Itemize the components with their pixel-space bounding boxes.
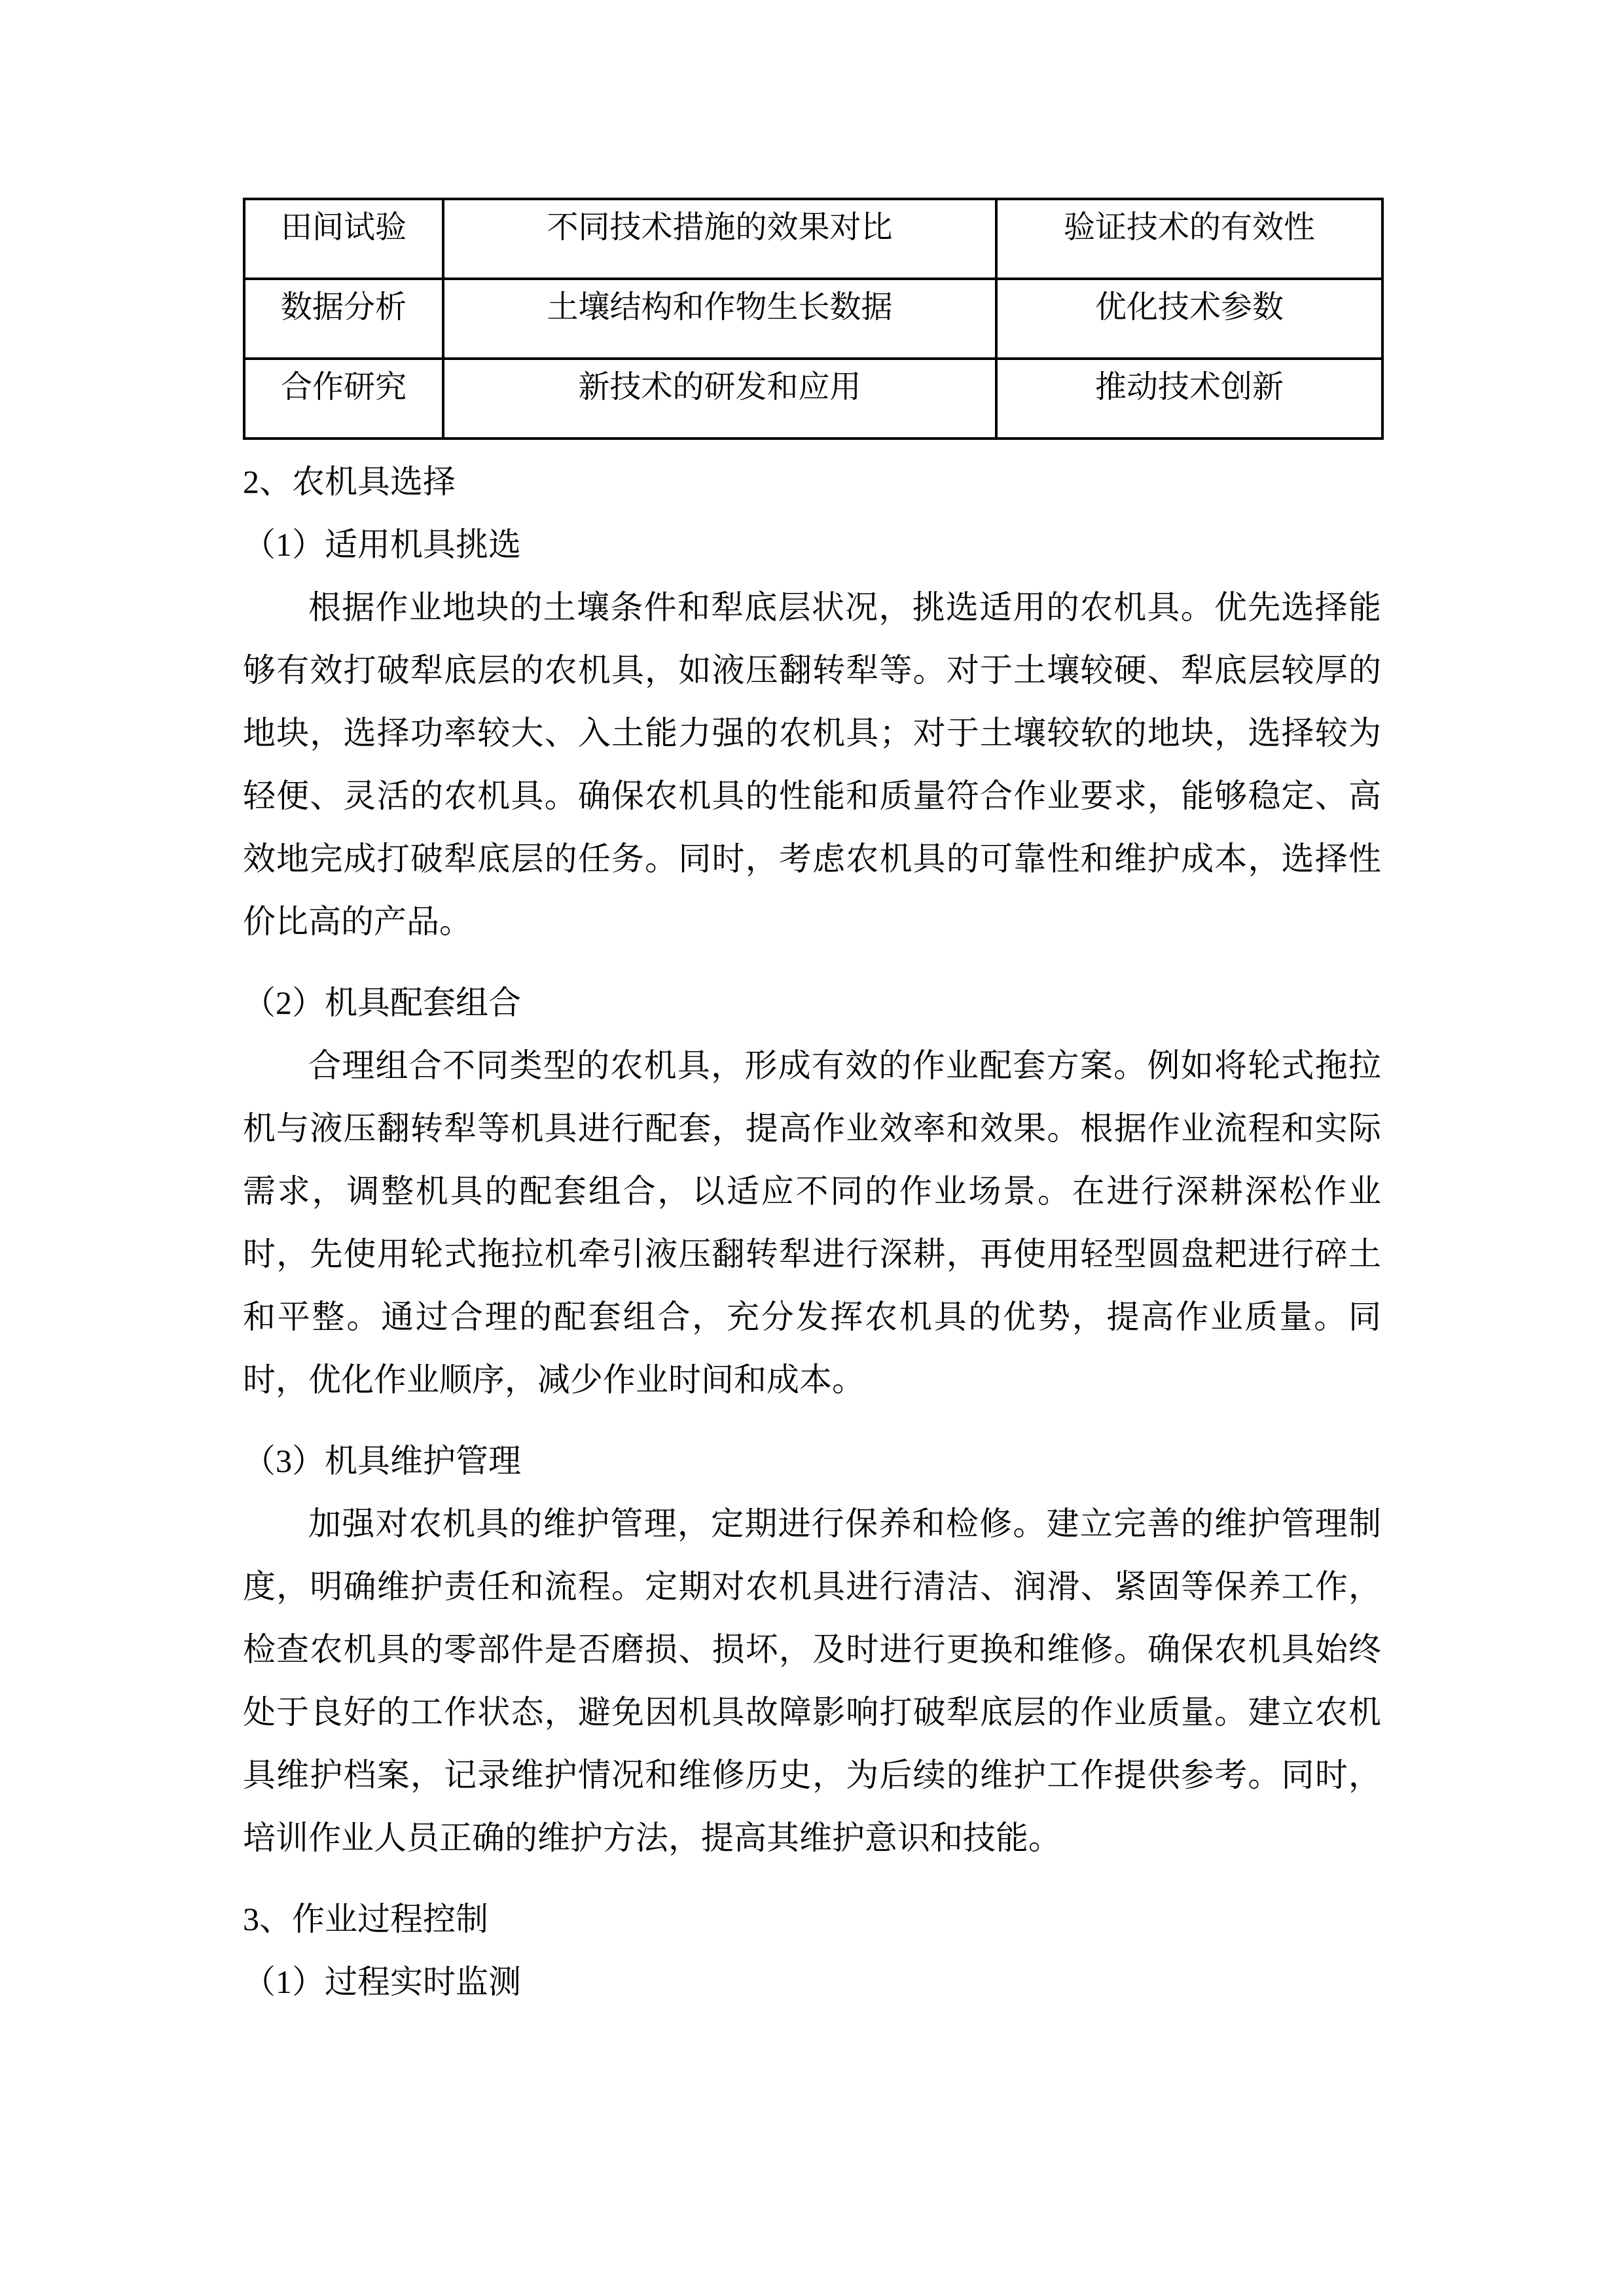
table-cell: 不同技术措施的效果对比 — [443, 199, 996, 279]
text-body — [243, 450, 1381, 2013]
table-cell: 数据分析 — [244, 279, 443, 359]
subsection-heading: （2）机具配套组合 — [243, 984, 521, 1021]
table-row — [244, 199, 1382, 279]
subsection-heading: （1）适用机具挑选 — [243, 526, 521, 563]
content-paragraph: 加强对农机具的维护管理，定期进行保养和检修。建立完善的维护管理制度，明确维护责任和流程。定期对农机具进行清洁、润滑、紧固等保养工作，检查农机具的零部件是否磨损、损坏，及时进行更换和维修。确保农机具始终处于良好的工作状态，避免因机具故障影响打破犁底层的作业质量。建立农机具维护档案，记录维护情况和维修历史，为后续的维护工作提供参考。同时，培训作业人员正确的维护方法，提高其维护意识和技能。 — [243, 1505, 1381, 1856]
table-cell: 新技术的研发和应用 — [443, 359, 996, 439]
table-cell: 田间试验 — [244, 199, 443, 279]
section-heading: 3、作业过程控制 — [243, 1901, 488, 1937]
subsection-heading: （3）机具维护管理 — [243, 1443, 521, 1479]
table-cell: 推动技术创新 — [996, 359, 1382, 439]
content-paragraph: 合理组合不同类型的农机具，形成有效的作业配套方案。例如将轮式拖拉机与液压翻转犁等机具进行配套，提高作业效率和效果。根据作业流程和实际需求，调整机具的配套组合，以适应不同的作业场景。在进行深耕深松作业时，先使用轮式拖拉机牵引液压翻转犁进行深耕，再使用轻型圆盘耙进行碎土和平整。通过合理的配套组合，充分发挥农机具的优势，提高作业质量。同时，优化作业顺序，减少作业时间和成本。 — [243, 1047, 1381, 1398]
section-heading: 2、农机具选择 — [243, 463, 456, 500]
table-row — [244, 279, 1382, 359]
content-area — [243, 198, 1381, 2013]
table-cell: 验证技术的有效性 — [996, 199, 1382, 279]
table-cell: 土壤结构和作物生长数据 — [443, 279, 996, 359]
subsection-heading: （1）过程实时监测 — [243, 1964, 521, 2000]
content-paragraph: 根据作业地块的土壤条件和犁底层状况，挑选适用的农机具。优先选择能够有效打破犁底层的农机具，如液压翻转犁等。对于土壤较硬、犁底层较厚的地块，选择功率较大、入土能力强的农机具；对于土壤较软的地块，选择较为轻便、灵活的农机具。确保农机具的性能和质量符合作业要求，能够稳定、高效地完成打破犁底层的任务。同时，考虑农机具的可靠性和维护成本，选择性价比高的产品。 — [243, 589, 1381, 940]
table-cell: 合作研究 — [244, 359, 443, 439]
table-cell: 优化技术参数 — [996, 279, 1382, 359]
data-table — [243, 198, 1384, 440]
table-row — [244, 359, 1382, 439]
